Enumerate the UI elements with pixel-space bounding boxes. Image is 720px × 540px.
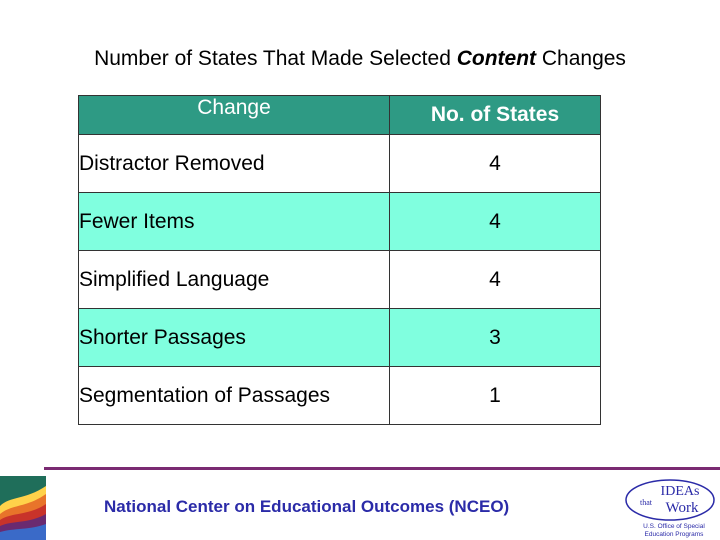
header-count: No. of States [390, 96, 601, 135]
change-cell: Simplified Language [79, 251, 390, 309]
organization-name: National Center on Educational Outcomes (NCEO) [104, 497, 510, 516]
footer-divider [44, 467, 720, 470]
title-prefix: Number of States That Made Selected [94, 47, 457, 70]
nceo-wave-logo [0, 476, 46, 540]
table-row [79, 193, 601, 251]
table-row [79, 251, 601, 309]
logo-line1: IDEAs [660, 484, 700, 499]
logo-line2: that [640, 498, 652, 507]
header-change: Change [79, 96, 390, 135]
title-suffix: Changes [536, 47, 626, 70]
count-cell: 4 [390, 251, 601, 309]
count-cell: 3 [390, 309, 601, 367]
change-cell: Shorter Passages [79, 309, 390, 367]
logo-line3: Work [665, 500, 699, 516]
slide-title [0, 47, 720, 71]
logo-caption1: U.S. Office of Special [643, 523, 705, 530]
title-emphasis: Content [456, 47, 537, 70]
count-cell: 1 [390, 367, 601, 425]
logo-caption2: Education Programs [644, 531, 704, 538]
ideas-that-work-logo [622, 478, 718, 538]
change-cell: Segmentation of Passages [79, 367, 390, 425]
count-cell: 4 [390, 193, 601, 251]
table-row [79, 135, 601, 193]
count-cell: 4 [390, 135, 601, 193]
table-row [79, 309, 601, 367]
table-row [79, 367, 601, 425]
change-cell: Distractor Removed [79, 135, 390, 193]
table-header-row [79, 96, 601, 135]
change-cell: Fewer Items [79, 193, 390, 251]
changes-table [78, 95, 601, 425]
